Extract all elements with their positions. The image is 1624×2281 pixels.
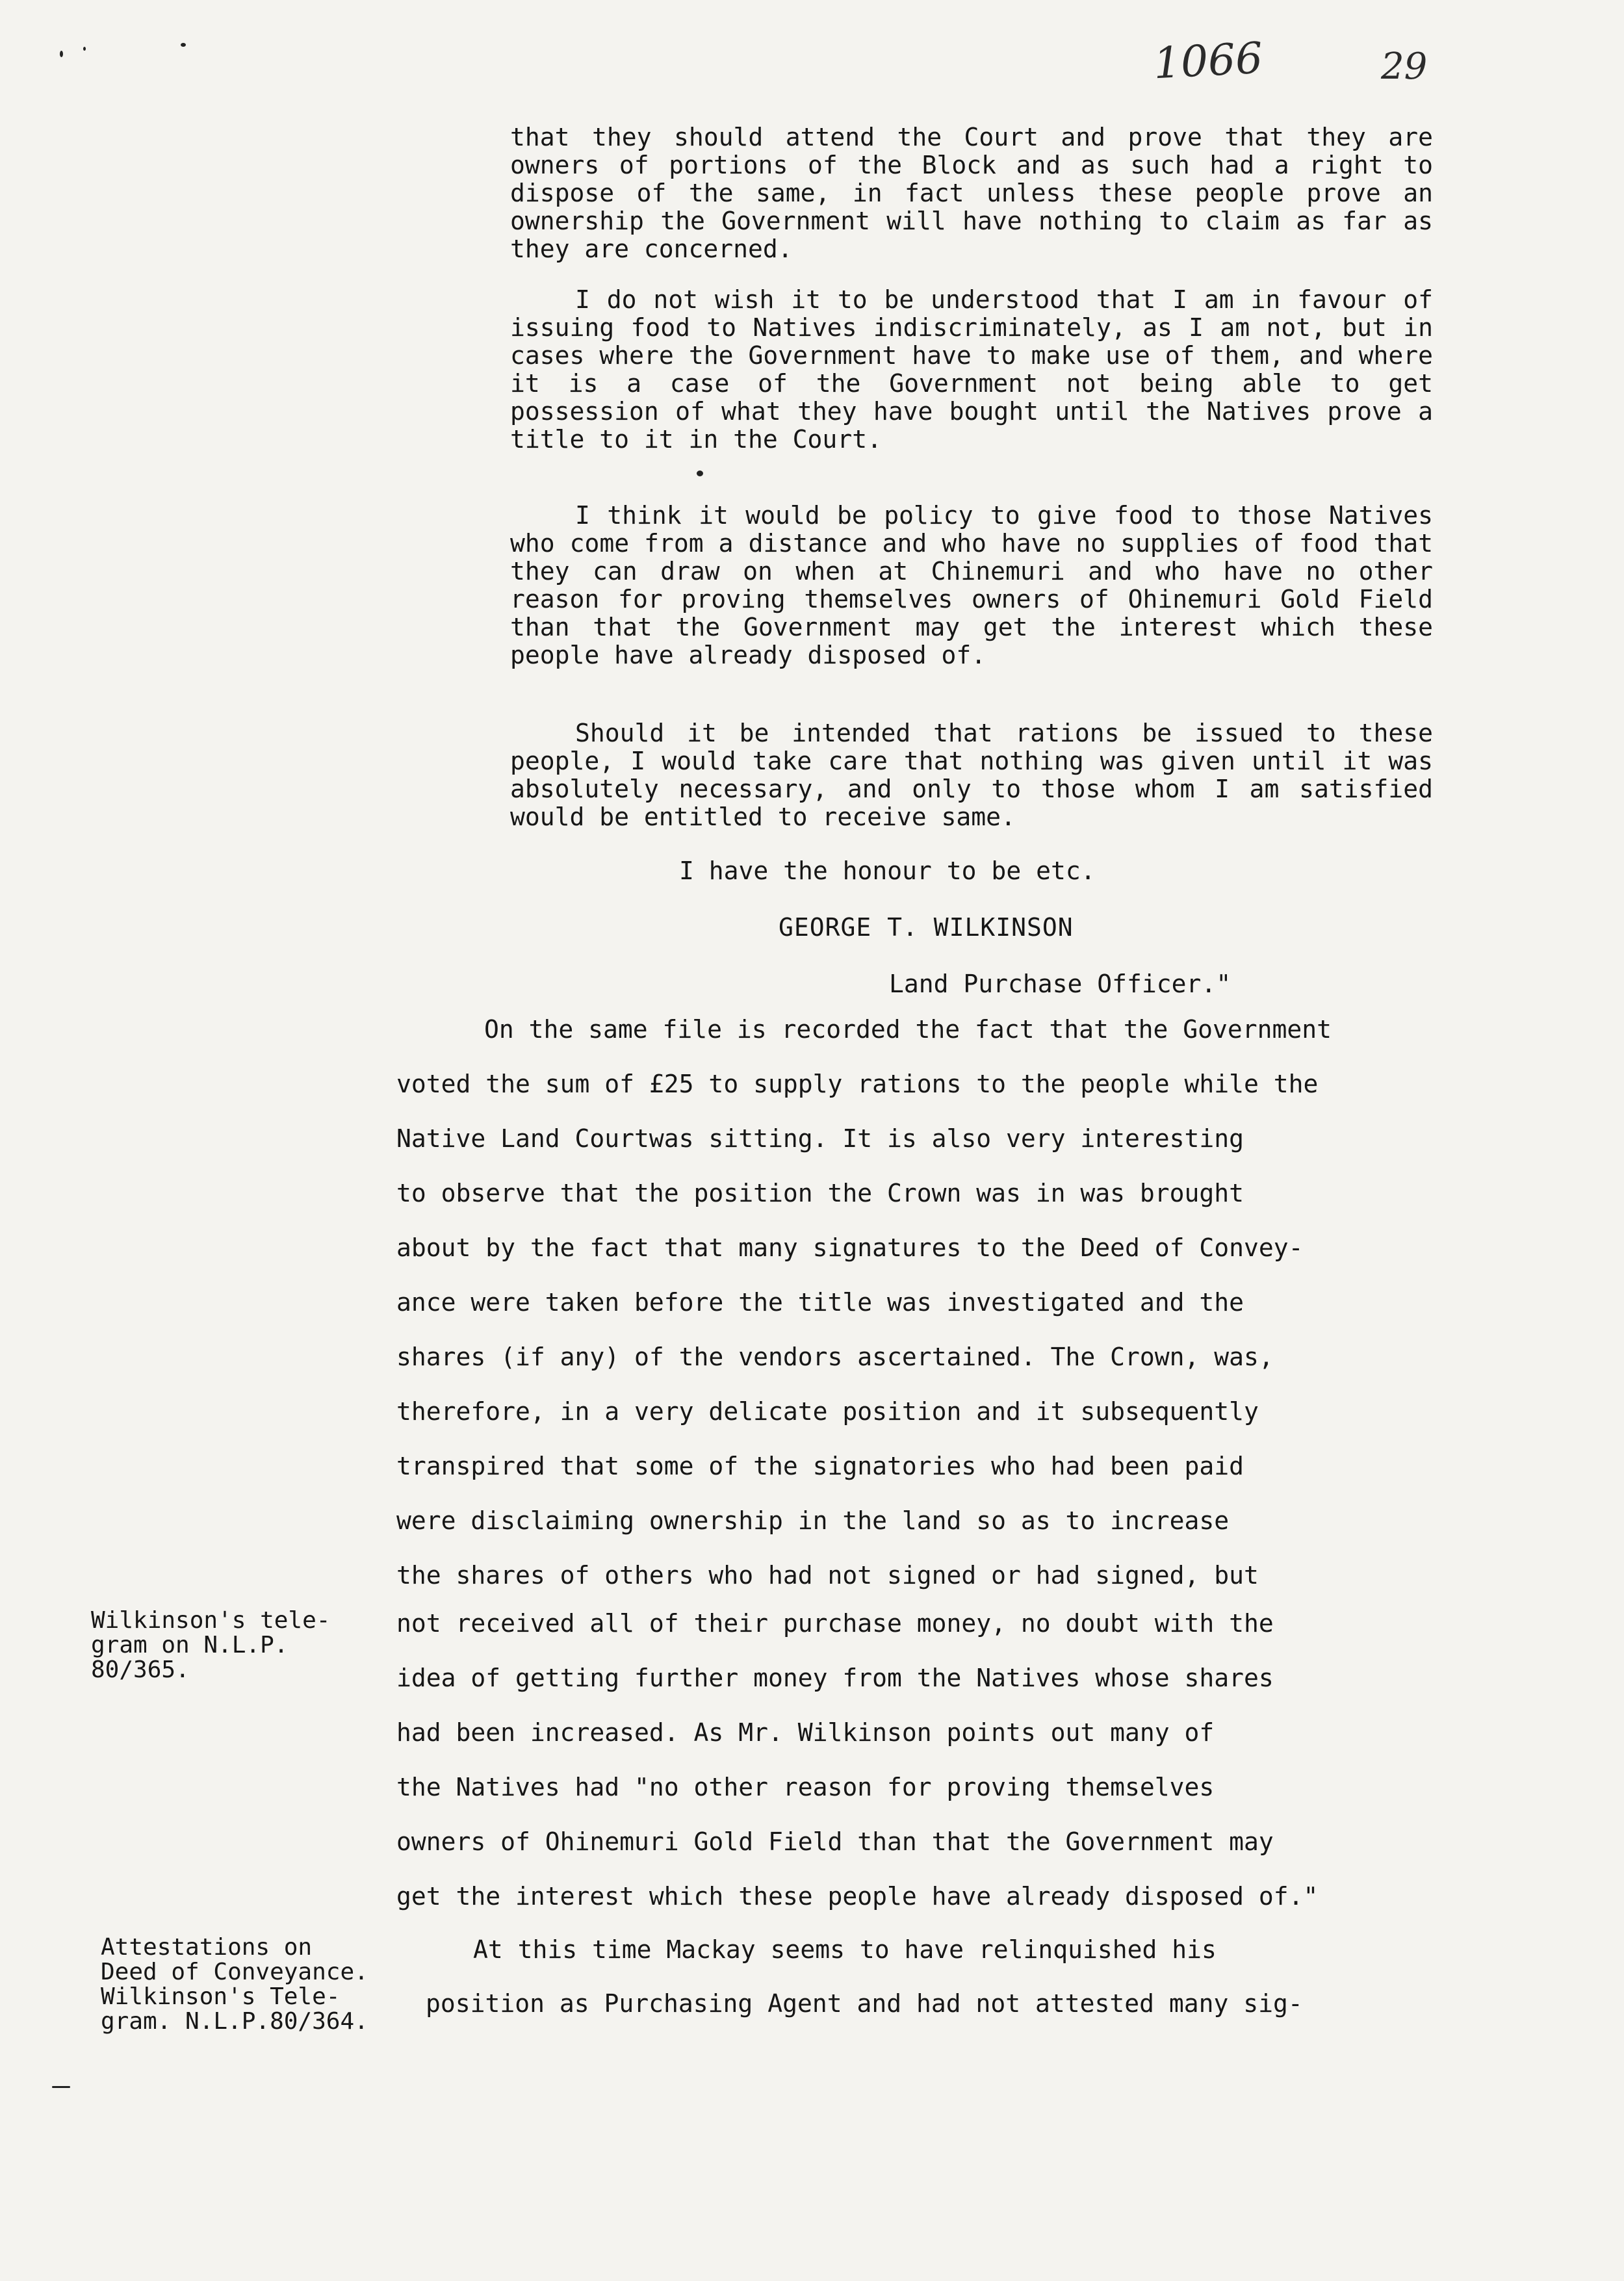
body-line: Native Land Courtwas sitting. It is also very interesting	[396, 1124, 1244, 1153]
quote-paragraph: Should it be intended that rations be issued to these people, I would take care that nothing was given until it was absolutely necessary, and only to those whom I am satisfied would be entitled to receive same.	[510, 719, 1433, 831]
scan-speck	[83, 47, 86, 51]
body-line: the shares of others who had not signed or had signed, but	[396, 1561, 1259, 1590]
body-line: transpired that some of the signatories who had been paid	[396, 1452, 1244, 1480]
body-line: to observe that the position the Crown was in was brought	[396, 1179, 1244, 1207]
scan-speck	[697, 470, 703, 476]
body-line: get the interest which these people have already disposed of."	[396, 1882, 1319, 1911]
folio-number: 1066	[1152, 32, 1264, 89]
body-line: idea of getting further money from the Natives whose shares	[396, 1664, 1274, 1692]
quote-paragraph: that they should attend the Court and prove that they are owners of portions of the Block and as such had a right to dispose of the same, in fact unless these people prove an ownership the Government will have nothing to claim as far as they are concerned.	[510, 123, 1433, 263]
margin-note: Attestations on Deed of Conveyance. Wilkinson's Tele- gram. N.L.P.80/364.	[101, 1934, 368, 2035]
body-line: voted the sum of £25 to supply rations to the people while the	[396, 1070, 1319, 1098]
body-line: owners of Ohinemuri Gold Field than that the Government may	[396, 1827, 1274, 1856]
margin-note: Wilkinson's tele- gram on N.L.P. 80/365.	[91, 1607, 331, 1683]
body-line: had been increased. As Mr. Wilkinson points out many of	[396, 1718, 1215, 1747]
quote-paragraph: I do not wish it to be understood that I am in favour of issuing food to Natives indiscriminately, as I am not, but in cases where the Government have to make use of them, and where it is a case of the Government not being able to get possession of what they have bought until the Natives prove a title to it in the Court.	[510, 285, 1433, 454]
signature: GEORGE T. WILKINSON	[779, 913, 1074, 942]
body-line: were disclaiming ownership in the land so as to increase	[396, 1506, 1230, 1535]
body-line: therefore, in a very delicate position and it subsequently	[396, 1397, 1259, 1426]
scan-speck	[60, 51, 63, 57]
page-number: 29	[1381, 45, 1428, 88]
scan-speck	[181, 43, 186, 47]
signature-title: Land Purchase Officer."	[889, 970, 1231, 998]
body-line: On the same file is recorded the fact that the Government	[484, 1015, 1332, 1044]
body-line: shares (if any) of the vendors ascertained. The Crown, was,	[396, 1343, 1274, 1371]
body-line: At this time Mackay seems to have relinquished his	[473, 1935, 1217, 1964]
body-line: ance were taken before the title was investigated and the	[396, 1288, 1244, 1317]
scan-speck	[52, 2086, 70, 2088]
body-line: not received all of their purchase money, no doubt with the	[396, 1609, 1274, 1638]
letter-closing: I have the honour to be etc.	[679, 857, 1096, 885]
body-line: about by the fact that many signatures to the Deed of Convey-	[396, 1233, 1304, 1262]
quote-paragraph: I think it would be policy to give food to those Natives who come from a distance and who have no supplies of food that they can draw on when at Chinemuri and who have no other reason for proving themselves owners of Ohinemuri Gold Field than that the Government may get the interest which these people have already disposed of.	[510, 501, 1433, 669]
body-line: the Natives had "no other reason for proving themselves	[396, 1773, 1215, 1801]
body-line: position as Purchasing Agent and had not attested many sig-	[426, 1989, 1303, 2018]
